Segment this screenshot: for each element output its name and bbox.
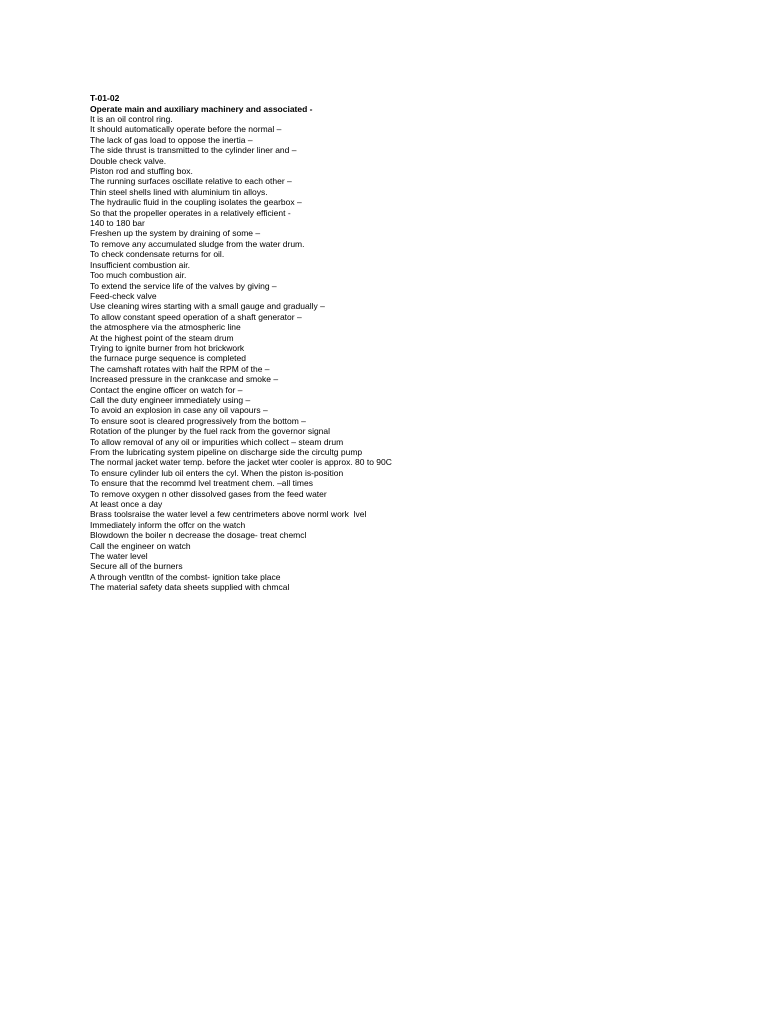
answer-line: From the lubricating system pipeline on discharge side the circultg pump (90, 447, 363, 457)
answer-line: To avoid an explosion in case any oil vapours – (90, 405, 268, 416)
answer-line: To allow constant speed operation of a shaft generator – (90, 311, 302, 322)
answer-line: It should automatically operate before the normal – (90, 124, 282, 135)
answer-line: Thin steel shells lined with aluminium tin alloys. (90, 186, 268, 197)
answer-line: Double check valve. (90, 155, 167, 166)
answer-line: So that the propeller operates in a relatively efficient - (90, 207, 291, 218)
answer-line: Use cleaning wires starting with a small gauge and gradually – (90, 301, 325, 312)
document-heading: Operate main and auxiliary machinery and associated - (90, 103, 313, 114)
answer-line: At the highest point of the steam drum (90, 332, 234, 343)
answer-line: Brass toolsraise the water level a few centrimeters above norml work lvel (90, 509, 367, 520)
answer-line: The side thrust is transmitted to the cylinder liner and – (90, 145, 297, 156)
answer-line: To allow removal of any oil or impurities which collect – steam drum (90, 436, 344, 447)
answer-line: Piston rod and stuffing box. (90, 166, 193, 177)
answer-line: The hydraulic fluid in the coupling isolates the gearbox – (90, 197, 302, 208)
answer-line: Increased pressure in the crankcase and smoke – (90, 374, 279, 385)
answer-line: Secure all of the burners (90, 561, 183, 572)
answer-line: The material safety data sheets supplied with chmcal (90, 582, 290, 593)
answer-line: To remove oxygen n other dissolved gases from the feed water (90, 488, 327, 499)
answer-line: Contact the engine officer on watch for – (90, 384, 243, 395)
answer-line: The camshaft rotates with half the RPM of the – (90, 363, 270, 374)
answer-line: It is an oil control ring. (90, 114, 173, 124)
answer-line: Insufficient combustion air. (90, 259, 191, 270)
answer-line: Feed-check valve (90, 290, 157, 301)
answer-line: A through ventltn of the combst- ignition take place (90, 571, 281, 582)
answer-line: Freshen up the system by draining of some – (90, 228, 261, 239)
answer-line: The lack of gas load to oppose the inertia – (90, 134, 253, 145)
answer-line: Call the engineer on watch (90, 540, 191, 551)
answer-line: Call the duty engineer immediately using – (90, 394, 251, 405)
answer-line: At least once a day (90, 499, 163, 510)
answer-line: the atmosphere via the atmospheric line (90, 322, 241, 333)
answer-list (90, 114, 690, 593)
document-content (90, 93, 690, 593)
answer-line: Rotation of the plunger by the fuel rack from the governor signal (90, 426, 331, 437)
answer-line: To ensure cylinder lub oil enters the cyl. When the piston is-position (90, 467, 344, 478)
answer-line: Immediately inform the offcr on the watch (90, 519, 246, 530)
answer-line: 140 to 180 bar (90, 218, 145, 229)
answer-line: To check condensate returns for oil. (90, 249, 225, 260)
answer-line: To remove any accumulated sludge from the water drum. (90, 238, 305, 249)
answer-line: The running surfaces oscillate relative to each other – (90, 176, 292, 187)
answer-line: Blowdown the boiler n decrease the dosage- treat chemcl (90, 530, 307, 541)
answer-line: Too much combustion air. (90, 270, 187, 281)
document-code: T-01-02 (90, 93, 120, 103)
answer-line: To ensure soot is cleared progressively from the bottom – (90, 415, 306, 426)
answer-line: Trying to ignite burner from hot brickwork (90, 342, 245, 353)
answer-line: To extend the service life of the valves by giving – (90, 280, 277, 291)
answer-line: To ensure that the recommd lvel treatment chem. –all times (90, 478, 313, 489)
answer-line: The water level (90, 551, 148, 562)
answer-line: the furnace purge sequence is completed (90, 353, 246, 364)
answer-line: The normal jacket water temp. before the jacket wter cooler is approx. 80 to 90C (90, 457, 392, 468)
